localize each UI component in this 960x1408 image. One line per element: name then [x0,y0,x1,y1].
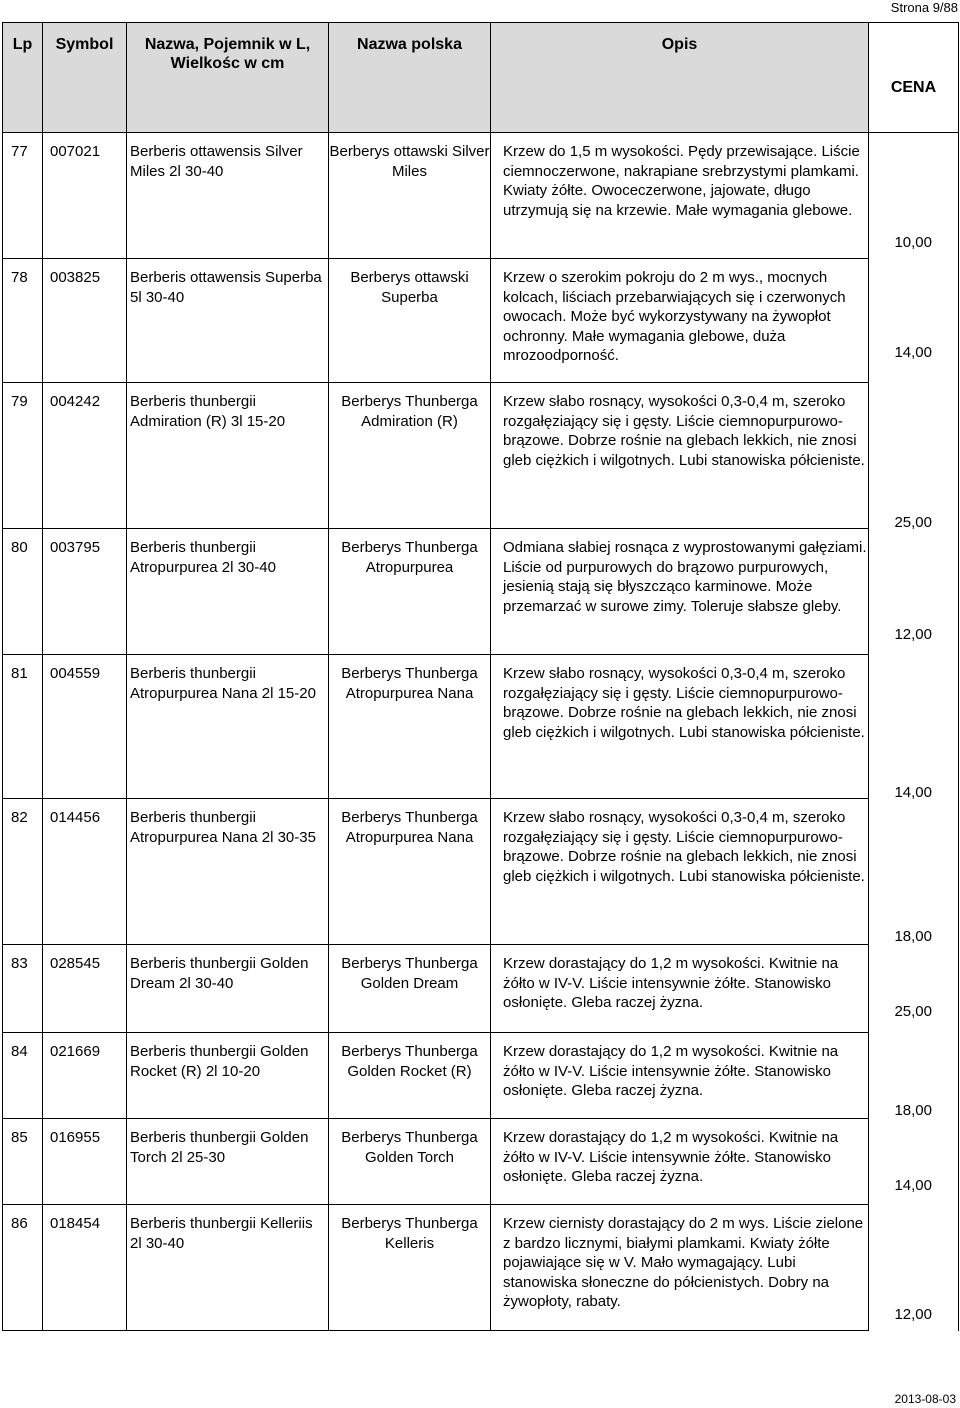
row-price-cell [869,133,959,259]
row-price-cell [869,945,959,1033]
row-price: 18,00 [894,927,932,945]
table-row [3,655,959,799]
row-description: Krzew słabo rosnący, wysokości 0,3-0,4 m, szeroko rozgałęziający się i gęsty. Liście ciemnopurpurowo-brązowe. Dobrze rośnie na glebach lekkich, nie znosi gleb ciężkich i wilgotnych. Lubi stanowiska półcieniste. [491,799,869,945]
row-symbol: 018454 [43,1205,127,1331]
page-number: Strona 9/88 [890,0,958,15]
table-row [3,383,959,529]
row-price-cell [869,1205,959,1331]
table-row [3,1119,959,1205]
row-description: Krzew dorastający do 1,2 m wysokości. Kwitnie na żółto w IV-V. Liście intensywnie żółte. Stanowisko osłonięte. Gleba raczej żyzna. [491,1119,869,1205]
row-symbol: 016955 [43,1119,127,1205]
row-price: 14,00 [894,1176,932,1194]
row-description: Krzew dorastający do 1,2 m wysokości. Kwitnie na żółto w IV-V. Liście intensywnie żółte. Stanowisko osłonięte. Gleba raczej żyzna. [491,1033,869,1119]
row-price: 14,00 [894,783,932,801]
row-polish-name: Berberys Thunberga Golden Dream [329,945,491,1033]
row-polish-name: Berberys Thunberga Atropurpurea Nana [329,799,491,945]
row-price-cell [869,655,959,799]
header-price: CENA [869,23,959,133]
row-price: 25,00 [894,1002,932,1020]
row-symbol: 021669 [43,1033,127,1119]
row-polish-name: Berberys Thunberga Golden Rocket (R) [329,1033,491,1119]
row-lp: 83 [3,945,43,1033]
row-description: Krzew ciernisty dorastający do 2 m wys. Liście zielone z bardzo licznymi, białymi plamkami. Kwiaty żółte pojawiające się w V. Mało wymagający. Lubi stanowiska słoneczne do półcienistych. Dobry na żywopłoty, rabaty. [491,1205,869,1331]
footer-date: 2013-08-03 [894,1392,956,1406]
row-price-cell [869,259,959,383]
row-price: 18,00 [894,1101,932,1119]
row-latin-name: Berberis thunbergii Kelleriis 2l 30-40 [127,1205,329,1331]
row-symbol: 003795 [43,529,127,655]
row-lp: 81 [3,655,43,799]
row-description: Krzew do 1,5 m wysokości. Pędy przewisające. Liście ciemnoczerwone, nakrapiane srebrzystymi plamkami. Kwiaty żółte. Owoceczerwone, jajowate, długo utrzymują się na krzewie. Małe wymagania glebowe. [491,133,869,259]
row-polish-name: Berberys Thunberga Admiration (R) [329,383,491,529]
row-latin-name: Berberis thunbergii Golden Torch 2l 25-30 [127,1119,329,1205]
row-polish-name: Berberys Thunberga Kelleris [329,1205,491,1331]
table-row [3,133,959,259]
header-name: Nazwa, Pojemnik w L, Wielkośc w cm [127,23,329,133]
row-latin-name: Berberis thunbergii Atropurpurea 2l 30-40 [127,529,329,655]
row-lp: 82 [3,799,43,945]
header-polish-name: Nazwa polska [329,23,491,133]
header-symbol: Symbol [43,23,127,133]
row-description: Odmiana słabiej rosnąca z wyprostowanymi gałęziami. Liście od purpurowych do brązowo purpurowych, jesienią stają się błyszcząco karminowe. Może przemarzać w surowe zimy. Toleruje słabsze gleby. [491,529,869,655]
row-symbol: 028545 [43,945,127,1033]
row-description: Krzew słabo rosnący, wysokości 0,3-0,4 m, szeroko rozgałęziający się i gęsty. Liście ciemnopurpurowo-brązowe. Dobrze rośnie na glebach lekkich, nie znosi gleb ciężkich i wilgotnych. Lubi stanowiska półcieniste. [491,383,869,529]
row-polish-name: Berberys ottawski Superba [329,259,491,383]
row-lp: 80 [3,529,43,655]
row-latin-name: Berberis thunbergii Golden Dream 2l 30-40 [127,945,329,1033]
row-price-cell [869,529,959,655]
product-table [2,22,959,1331]
header-row [3,23,959,133]
row-lp: 86 [3,1205,43,1331]
row-price-cell [869,1119,959,1205]
row-symbol: 004242 [43,383,127,529]
row-price: 14,00 [894,343,932,361]
table-row [3,1205,959,1331]
row-price: 25,00 [894,513,932,531]
row-symbol: 004559 [43,655,127,799]
row-latin-name: Berberis thunbergii Golden Rocket (R) 2l 10-20 [127,1033,329,1119]
row-polish-name: Berberys Thunberga Atropurpurea [329,529,491,655]
row-polish-name: Berberys ottawski Silver Miles [329,133,491,259]
row-polish-name: Berberys Thunberga Golden Torch [329,1119,491,1205]
table-row [3,945,959,1033]
row-price: 12,00 [894,1305,932,1323]
row-lp: 78 [3,259,43,383]
table-row [3,799,959,945]
row-symbol: 007021 [43,133,127,259]
row-price-cell [869,1033,959,1119]
table-row [3,1033,959,1119]
row-lp: 77 [3,133,43,259]
row-polish-name: Berberys Thunberga Atropurpurea Nana [329,655,491,799]
row-lp: 79 [3,383,43,529]
row-latin-name: Berberis ottawensis Superba 5l 30-40 [127,259,329,383]
row-description: Krzew słabo rosnący, wysokości 0,3-0,4 m, szeroko rozgałęziający się i gęsty. Liście ciemnopurpurowo-brązowe. Dobrze rośnie na glebach lekkich, nie znosi gleb ciężkich i wilgotnych. Lubi stanowiska półcieniste. [491,655,869,799]
row-price: 12,00 [894,625,932,643]
row-lp: 85 [3,1119,43,1205]
table-row [3,529,959,655]
header-lp: Lp [3,23,43,133]
row-latin-name: Berberis thunbergii Atropurpurea Nana 2l 15-20 [127,655,329,799]
row-latin-name: Berberis ottawensis Silver Miles 2l 30-40 [127,133,329,259]
row-description: Krzew o szerokim pokroju do 2 m wys., mocnych kolcach, liściach przebarwiających się i czerwonych owocach. Może być wykorzystywany na żywopłot ochronny. Małe wymagania glebowe, duża mrozoodporność. [491,259,869,383]
row-latin-name: Berberis thunbergii Admiration (R) 3l 15-20 [127,383,329,529]
row-lp: 84 [3,1033,43,1119]
row-price-cell [869,799,959,945]
row-description: Krzew dorastający do 1,2 m wysokości. Kwitnie na żółto w IV-V. Liście intensywnie żółte. Stanowisko osłonięte. Gleba raczej żyzna. [491,945,869,1033]
row-latin-name: Berberis thunbergii Atropurpurea Nana 2l 30-35 [127,799,329,945]
row-symbol: 003825 [43,259,127,383]
row-symbol: 014456 [43,799,127,945]
row-price-cell [869,383,959,529]
header-description: Opis [491,23,869,133]
row-price: 10,00 [894,234,932,251]
table-row [3,259,959,383]
